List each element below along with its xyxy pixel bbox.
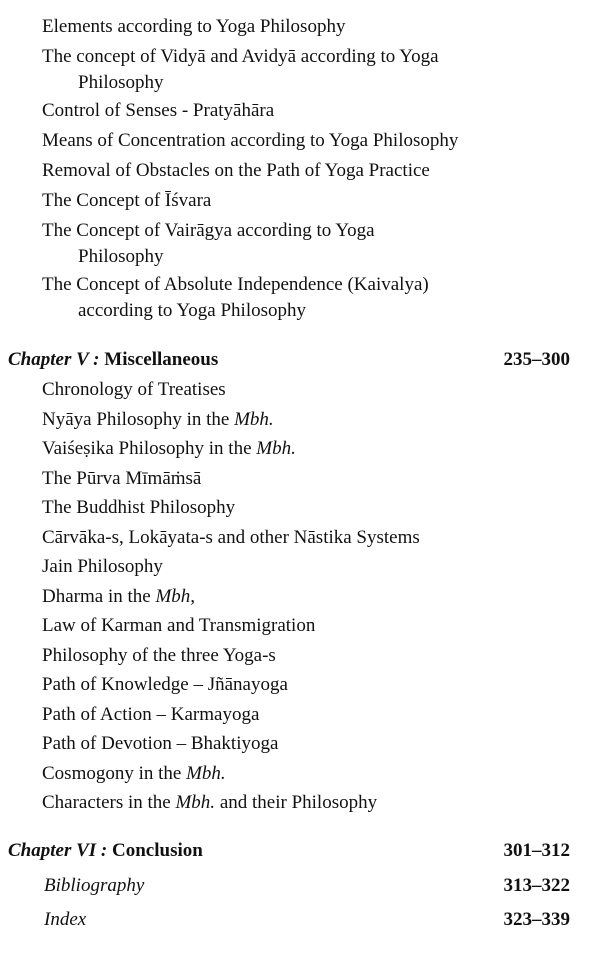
chapter-title: Miscellaneous [104,349,219,370]
page-range: 313–322 [503,875,570,896]
toc-entry: The Concept of Absolute Independence (Kaivalya) according to Yoga Philosophy [42,274,429,321]
chapter-label: Chapter V : [8,349,100,370]
bibliography-label: Bibliography [44,875,145,896]
toc-entry: Removal of Obstacles on the Path of Yoga Practice [42,160,430,181]
toc-entry: Path of Devotion – Bhaktiyoga [42,733,279,754]
toc-entry: Cārvāka-s, Lokāyata-s and other Nāstika Systems [42,527,420,548]
chapter-heading-6 [8,837,570,865]
toc-bibliography [44,872,570,900]
toc-entry: Law of Karman and Transmigration [42,615,316,636]
toc-entry: The concept of Vidyā and Avidyā according to Yoga Philosophy [42,46,439,93]
toc-entry: The Pūrva Mīmāṁsā [42,468,202,489]
toc-entry: Vaiśeṣika Philosophy in the Mbh. [42,438,296,459]
chapter-heading-5 [8,346,570,374]
toc-entry: Nyāya Philosophy in the Mbh. [42,409,274,430]
toc-index [44,906,570,934]
chapter-title: Conclusion [112,840,203,861]
toc-entry: Means of Concentration according to Yoga Philosophy [42,130,459,151]
toc-entry: Jain Philosophy [42,556,163,577]
toc-entry: Characters in the Mbh. and their Philosophy [42,792,378,813]
page-range: 235–300 [503,349,570,370]
toc-entry: The Concept of Vairāgya according to Yoga Philosophy [42,220,375,267]
toc-entry: Cosmogony in the Mbh. [42,763,226,784]
toc-entry: Philosophy of the three Yoga-s [42,645,276,666]
toc-entry: Elements according to Yoga Philosophy [42,16,346,37]
toc-entry: Chronology of Treatises [42,379,226,400]
index-label: Index [44,909,87,930]
toc-entry: The Buddhist Philosophy [42,497,236,518]
toc-entry: Path of Knowledge – Jñānayoga [42,674,288,695]
chapter-label: Chapter VI : [8,840,108,861]
toc-entry: Path of Action – Karmayoga [42,704,260,725]
toc-entry: Control of Senses - Pratyāhāra [42,100,275,121]
toc-entry: Dharma in the Mbh, [42,586,196,607]
toc-entry: The Concept of Īśvara [42,190,212,211]
page-range: 323–339 [503,909,570,930]
page-range: 301–312 [503,840,570,861]
